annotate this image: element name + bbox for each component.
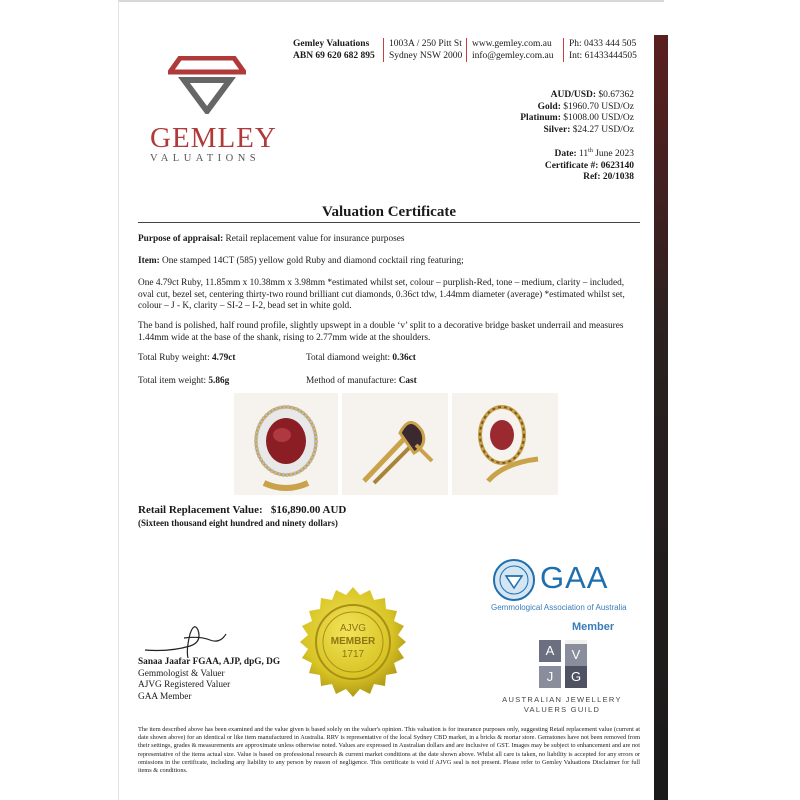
seal-line-1: AJVG (339, 623, 367, 634)
ring-back-view-icon (452, 393, 558, 495)
ring-photo-top (234, 393, 338, 495)
retail-value-line (138, 504, 346, 516)
gaa-wordmark: GAA (540, 560, 609, 595)
address-line-1: 1003A / 250 Pitt St (389, 39, 462, 49)
signatory-role-1: Gemmologist & Valuer (138, 668, 225, 679)
retail-value-words: (Sixteen thousand eight hundred and ninety dollars) (138, 518, 338, 528)
company-name: Gemley Valuations (293, 39, 370, 49)
signature-icon (140, 620, 230, 660)
seal-line-2: MEMBER (330, 636, 376, 647)
item-label: Item: (138, 256, 160, 266)
item-weight-label: Total item weight: (138, 376, 207, 386)
header-web-block (472, 38, 553, 62)
aud-label: AUD/USD: (550, 90, 596, 100)
ring-side-view-icon (342, 393, 448, 495)
item-text: One stamped 14CT (585) yellow gold Ruby and diamond cocktail ring featuring; (159, 256, 464, 266)
logo-wordmark: GEMLEY (150, 122, 277, 154)
phone-number: Ph: 0433 444 505 (569, 39, 637, 49)
signatory-name: Sanaa Jaafar FGAA, AJP, dpG, DG (138, 657, 281, 667)
ring-top-view-icon (234, 393, 338, 495)
ajvg-letter-v: V (565, 644, 587, 666)
gemley-gem-logo-icon (168, 56, 246, 114)
manufacture-method-value: Cast (398, 376, 417, 386)
header-divider (563, 38, 564, 62)
ajvg-letter-j: J (539, 666, 561, 688)
certificate-number: 0623140 (600, 160, 634, 171)
ruby-weight (138, 353, 308, 365)
silver-rate: $24.27 USD/Oz (572, 124, 634, 135)
date-label: Date: (554, 149, 577, 160)
page-left-border (118, 0, 119, 800)
gold-label: Gold: (537, 101, 561, 112)
ajvg-name-line-2: VALUERS GUILD (523, 704, 601, 714)
platinum-label: Platinum: (520, 113, 561, 123)
item-weight (138, 376, 308, 388)
diamond-weight (306, 353, 506, 365)
email-link[interactable]: info@gemley.com.au (472, 51, 554, 61)
retail-value-label: Retail Replacement Value: (138, 504, 263, 516)
header-divider (383, 38, 384, 62)
platinum-rate: $1008.00 USD/Oz (563, 113, 634, 123)
metal-rates (520, 90, 634, 136)
title-underline (138, 222, 640, 223)
aud-rate: $0.67362 (598, 90, 634, 100)
ref-number: 20/1038 (602, 172, 634, 183)
address-line-2: Sydney NSW 2000 (389, 51, 463, 61)
decorative-side-bar (654, 35, 668, 800)
ruby-weight-label: Total Ruby weight: (138, 353, 210, 363)
purpose-label: Purpose of appraisal: (138, 234, 224, 244)
header-divider (466, 38, 467, 62)
ring-photo-back (452, 393, 558, 495)
ref-label: Ref: (583, 172, 601, 183)
retail-value-amount: $16,890.00 AUD (270, 504, 347, 516)
seal-line-3: 1717 (341, 649, 365, 660)
intl-number: Int: 61433444505 (569, 51, 637, 61)
header-company-block (293, 38, 375, 62)
signatory-role-3: GAA Member (138, 691, 192, 702)
ajvg-name (487, 695, 637, 714)
certificate-info (545, 146, 634, 184)
band-description: The band is polished, half round profile, slightly upswept in a double ‘v’ split to a decorative bridge basket underrail and measures 1.44mm wide at the base of the shank, rising to 2.77mm wide at the shoulders. (138, 321, 624, 343)
page-title: Valuation Certificate (321, 204, 456, 220)
date-suffix: th (588, 148, 593, 154)
purpose-line (138, 234, 638, 246)
ajvg-letter-g: G (565, 666, 587, 688)
signatory-role-2: AJVG Registered Valuer (138, 680, 231, 690)
item-weight-value: 5.86g (208, 376, 230, 386)
page-top-border (118, 0, 664, 2)
header-phone-block (569, 38, 637, 62)
ring-photo-side (342, 393, 448, 495)
gaa-full-name: Gemmological Association of Australia (491, 603, 627, 612)
manufacture-method-label: Method of manufacture: (306, 376, 397, 386)
ajvg-gold-seal-icon (292, 585, 414, 707)
date-day: 11 (579, 149, 589, 160)
manufacture-method (306, 376, 506, 388)
disclaimer-text: The item described above has been examined and the value given is based solely on the valuer's opinion. This valuation is for insurance purposes only, suggesting Retail replacement value (current at date shown above) for an identical or like item manufactured in Australia. RRV is representative of the local Sydney CBD market, in a bricks & mortar store. Gemstones have not been removed from their settings, grades & measurements are approximate unless otherwise noted. Values are expressed in Australian dollars and are inclusive of GST. Images may be subject to enhancement and are not representative of the items actual size. Value is based on professional research & current market conditions at the date shown above. Whilst all care is taken, no liability is accepted for any errors or omissions in the certificate, including any liability to any person by reason of negligence. This certificate is void if AJVG seal is not present. Please refer to Gemley Valuations Disclaimer for full items & conditions. (138, 726, 640, 775)
item-description: One 4.79ct Ruby, 11.85mm x 10.38mm x 3.98mm *estimated whilst set, colour – purplish-Red, tone – medium, clarity – included, oval cut, bezel set, centering thirty-two round brilliant cut diamonds, 0.36ct tdw, 1.44mm diameter (average) *estimated whilst set, colour – J - K, clarity – SI-2 – I-2, bead set in white gold. (138, 278, 625, 311)
signatory-block (138, 657, 280, 703)
certificate-number-label: Certificate #: (544, 160, 599, 171)
item-line (138, 256, 638, 268)
diamond-weight-label: Total diamond weight: (306, 353, 391, 363)
company-abn: ABN 69 620 682 895 (293, 51, 375, 61)
gaa-globe-icon (492, 558, 536, 602)
ajvg-name-line-1: AUSTRALIAN JEWELLERY (502, 695, 622, 704)
silver-label: Silver: (543, 124, 571, 135)
ajvg-letter-a: A (539, 640, 561, 662)
gaa-member-label: Member (572, 621, 615, 633)
diamond-weight-value: 0.36ct (392, 353, 416, 363)
website-link[interactable]: www.gemley.com.au (472, 39, 552, 49)
logo-subtitle: VALUATIONS (150, 153, 261, 164)
date-rest: June 2023 (592, 149, 634, 160)
purpose-text: Retail replacement value for insurance purposes (223, 234, 405, 244)
gold-rate: $1960.70 USD/Oz (563, 101, 634, 112)
header-address-block (389, 38, 462, 62)
ajvg-logo (539, 640, 587, 688)
ruby-weight-value: 4.79ct (211, 353, 236, 363)
